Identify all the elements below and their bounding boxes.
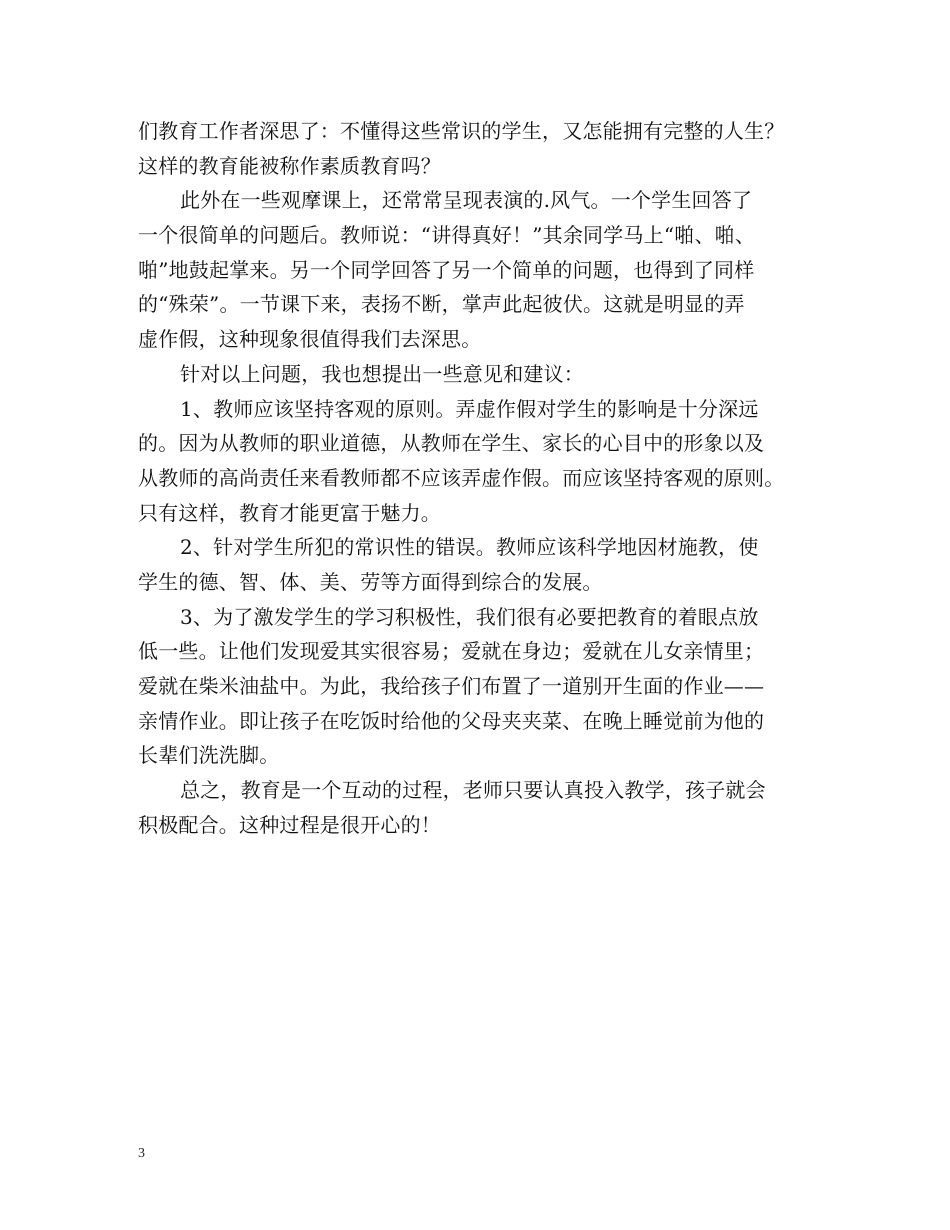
paragraph-start-line: 总之，教育是一个互动的过程，老师只要认真投入教学，孩子就会 — [180, 778, 766, 803]
text-line: 学生的德、智、体、美、劳等方面得到综合的发展。 — [138, 569, 603, 594]
text-line: 啪”地鼓起掌来。另一个同学回答了另一个简单的问题，也得到了同样 — [138, 257, 755, 282]
paragraph-start-line: 针对以上问题，我也想提出一些意见和建议： — [180, 361, 584, 386]
text-line: 从教师的高尚责任来看教师都不应该弄虚作假。而应该坚持客观的原则。 — [138, 465, 785, 490]
paragraph-start-line: 2、针对学生所犯的常识性的错误。教师应该科学地因材施教，使 — [180, 535, 759, 560]
paragraph-start-line: 3、为了激发学生的学习积极性，我们很有必要把教育的着眼点放 — [180, 604, 759, 629]
text-line: 们教育工作者深思了：不懂得这些常识的学生，又怎能拥有完整的人生？ — [138, 119, 785, 143]
text-line: 只有这样，教育才能更富于魅力。 — [138, 500, 441, 525]
text-line: 积极配合。这种过程是很开心的！ — [138, 812, 441, 837]
paragraph-start-line: 此外在一些观摩课上，还常常呈现表演的.风气。一个学生回答了 — [180, 188, 753, 213]
text-line: 虚作假，这种现象很值得我们去深思。 — [138, 327, 482, 352]
text-line: 的。因为从教师的职业道德，从教师在学生、家长的心目中的形象以及 — [138, 431, 765, 456]
text-line: 长辈们洗洗脚。 — [138, 743, 280, 768]
document-body — [138, 114, 828, 842]
text-line: 一个很简单的问题后。教师说：“讲得真好！”其余同学马上“啪、啪、 — [138, 223, 756, 248]
text-line: 爱就在柴米油盐中。为此，我给孩子们布置了一道别开生面的作业—— — [138, 674, 765, 698]
text-line: 的“殊荣”。一节课下来，表扬不断，掌声此起彼伏。这就是明显的弄 — [138, 292, 745, 317]
text-line: 亲情作业。即让孩子在吃饭时给他的父母夹夹菜、在晚上睡觉前为他的 — [138, 708, 765, 733]
text-line: 这样的教育能被称作素质教育吗？ — [138, 153, 441, 178]
page-number: 3 — [138, 1146, 145, 1161]
text-line: 低一些。让他们发现爱其实很容易；爱就在身边；爱就在儿女亲情里； — [138, 639, 765, 664]
paragraph-start-line: 1、教师应该坚持客观的原则。弄虚作假对学生的影响是十分深远 — [180, 396, 759, 421]
